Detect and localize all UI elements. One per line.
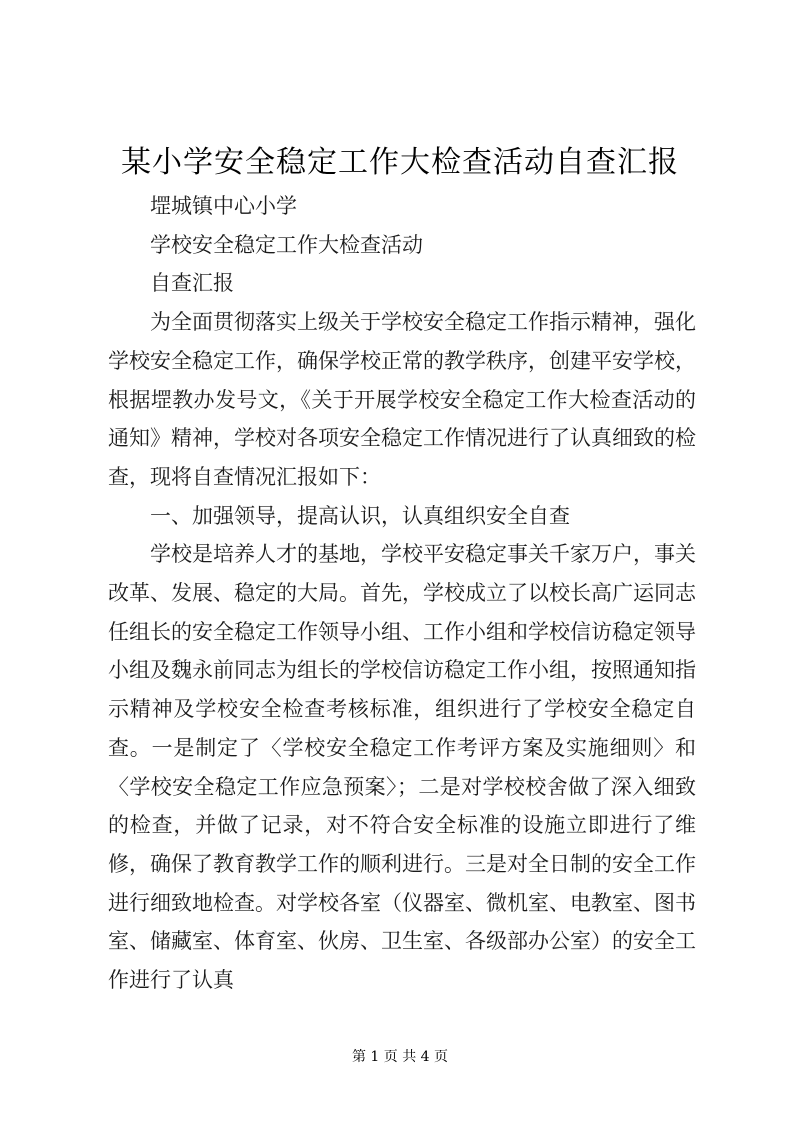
school-name-line: 堽城镇中心小学 (150, 194, 297, 218)
document-body (108, 187, 696, 1000)
intro-paragraph: 为全面贯彻落实上级关于学校安全稳定工作指示精神，强化学校安全稳定工作，确保学校正常的教学秩序，创建平安学校，根据堽教办发号文，《关于开展学校安全稳定工作大检查活动的通知》精神，学校对各项安全稳定工作情况进行了认真细致的检查，现将自查情况汇报如下： (108, 310, 696, 489)
section-heading-1: 一、加强领导，提高认识，认真组织安全自查 (150, 503, 570, 528)
report-label-line: 自查汇报 (150, 271, 234, 296)
page-footer: 第 1 页 共 4 页 (351, 1049, 449, 1065)
activity-name-line: 学校安全稳定工作大检查活动 (150, 232, 423, 257)
document-title: 某小学安全稳定工作大检查活动自查汇报 (121, 145, 679, 180)
section-1-paragraph: 学校是培养人才的基地，学校平安稳定事关千家万户，事关改革、发展、稳定的大局。首先，学校成立了以校长高广运同志任组长的安全稳定工作领导小组、工作小组和学校信访稳定领导小组及魏永前同志为组长的学校信访稳定工作小组，按照通知指示精神及学校安全检查考核标准，组织进行了学校安全稳定自查。一是制定了〈学校安全稳定工作考评方案及实施细则〉和〈学校安全稳定工作应急预案〉；二是对学校校舍做了深入细致的检查，并做了记录，对不符合安全标准的设施立即进行了维修，确保了教育教学工作的顺利进行。三是对全日制的安全工作进行细致地检查。对学校各室（仪器室、微机室、电教室、图书室、储藏室、体育室、伙房、卫生室、各级部办公室）的安全工作进行了认真 (108, 542, 696, 993)
